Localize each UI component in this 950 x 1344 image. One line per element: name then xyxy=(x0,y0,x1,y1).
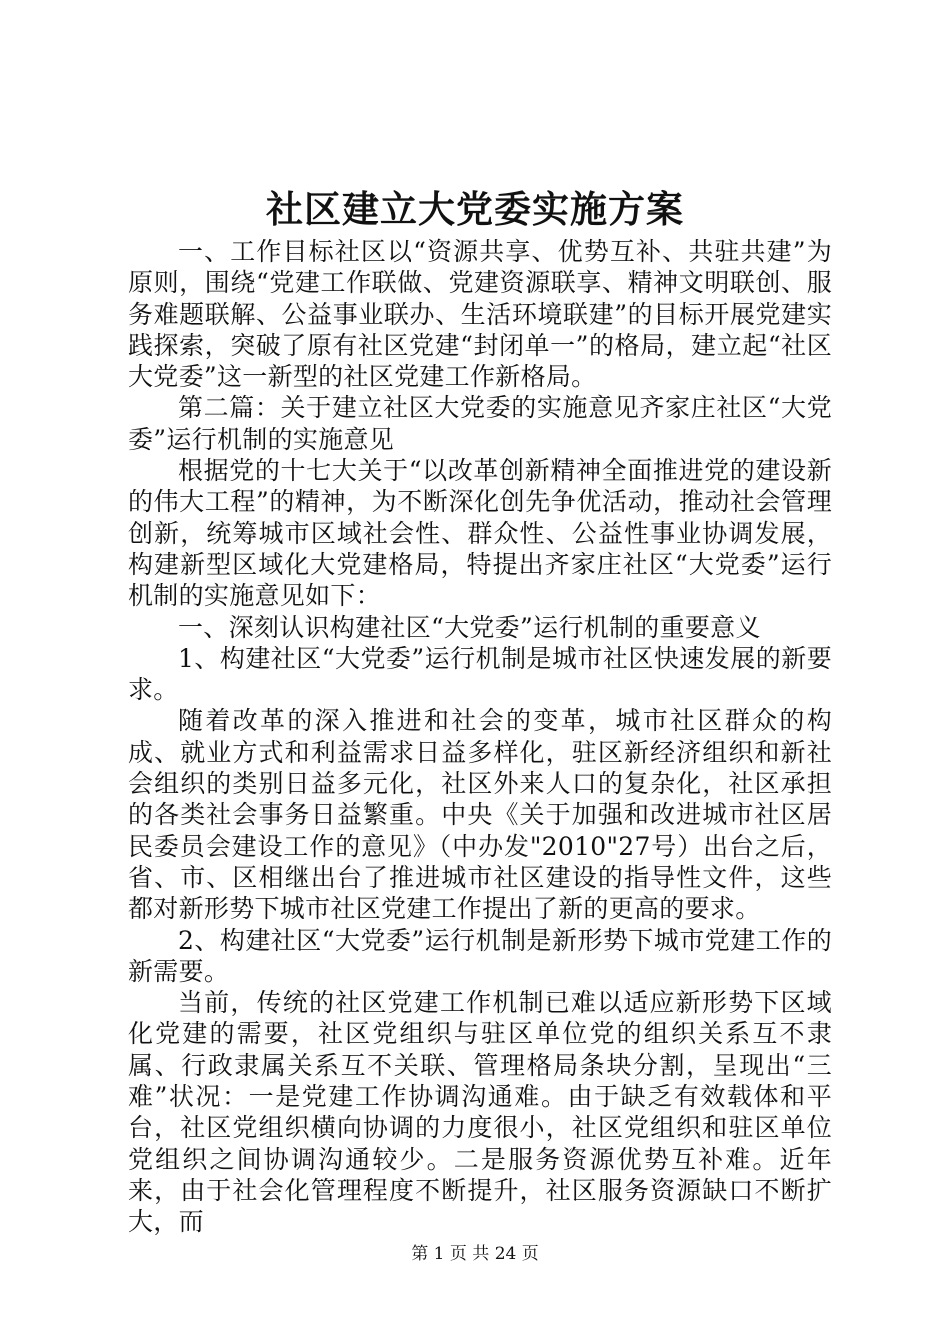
paragraph: 一、工作目标社区以“资源共享、优势互补、共驻共建”为原则，围绕“党建工作联做、党建资源联享、精神文明联创、服务难题联解、公益事业联办、生活环境联建”的目标开展党建实践探索，突破了原有社区党建“封闭单一”的格局，建立起“社区大党委”这一新型的社区党建工作新格局。 xyxy=(128,237,832,392)
paragraph: 随着改革的深入推进和社会的变革，城市社区群众的构成、就业方式和利益需求日益多样化，驻区新经济组织和新社会组织的类别日益多元化，社区外来人口的复杂化，社区承担的各类社会事务日益繁重。中央《关于加强和改进城市社区居民委员会建设工作的意见》（中办发"2010"27号）出台之后，省、市、区相继出台了推进城市社区建设的指导性文件，这些都对新形势下城市社区党建工作提出了新的更高的要求。 xyxy=(128,706,832,924)
paragraph: 第二篇：关于建立社区大党委的实施意见齐家庄社区“大党委”运行机制的实施意见 xyxy=(128,393,832,454)
paragraph: 根据党的十七大关于“以改革创新精神全面推进党的建设新的伟大工程”的精神，为不断深化创先争优活动，推动社会管理创新，统筹城市区域社会性、群众性、公益性事业协调发展，构建新型区域化大党建格局，特提出齐家庄社区“大党委”运行机制的实施意见如下： xyxy=(128,456,832,611)
paragraph: 2、构建社区“大党委”运行机制是新形势下城市党建工作的新需要。 xyxy=(128,925,832,986)
section-heading: 一、深刻认识构建社区“大党委”运行机制的重要意义 xyxy=(178,612,761,642)
document-body xyxy=(128,236,832,1238)
paragraph: 当前，传统的社区党建工作机制已难以适应新形势下区域化党建的需要，社区党组织与驻区单位党的组织关系互不隶属、行政隶属关系互不关联、管理格局条块分割，呈现出“三难”状况：一是党建工作协调沟通难。由于缺乏有效载体和平台，社区党组织横向协调的力度很小，社区党组织和驻区单位党组织之间协调沟通较少。二是服务资源优势互补难。近年来，由于社会化管理程度不断提升，社区服务资源缺口不断扩大，而 xyxy=(128,988,832,1237)
paragraph: 1、构建社区“大党委”运行机制是城市社区快速发展的新要求。 xyxy=(128,643,832,705)
page-number-footer: 第 1 页 共 24 页 xyxy=(411,1244,539,1264)
document-title: 社区建立大党委实施方案 xyxy=(266,187,684,231)
